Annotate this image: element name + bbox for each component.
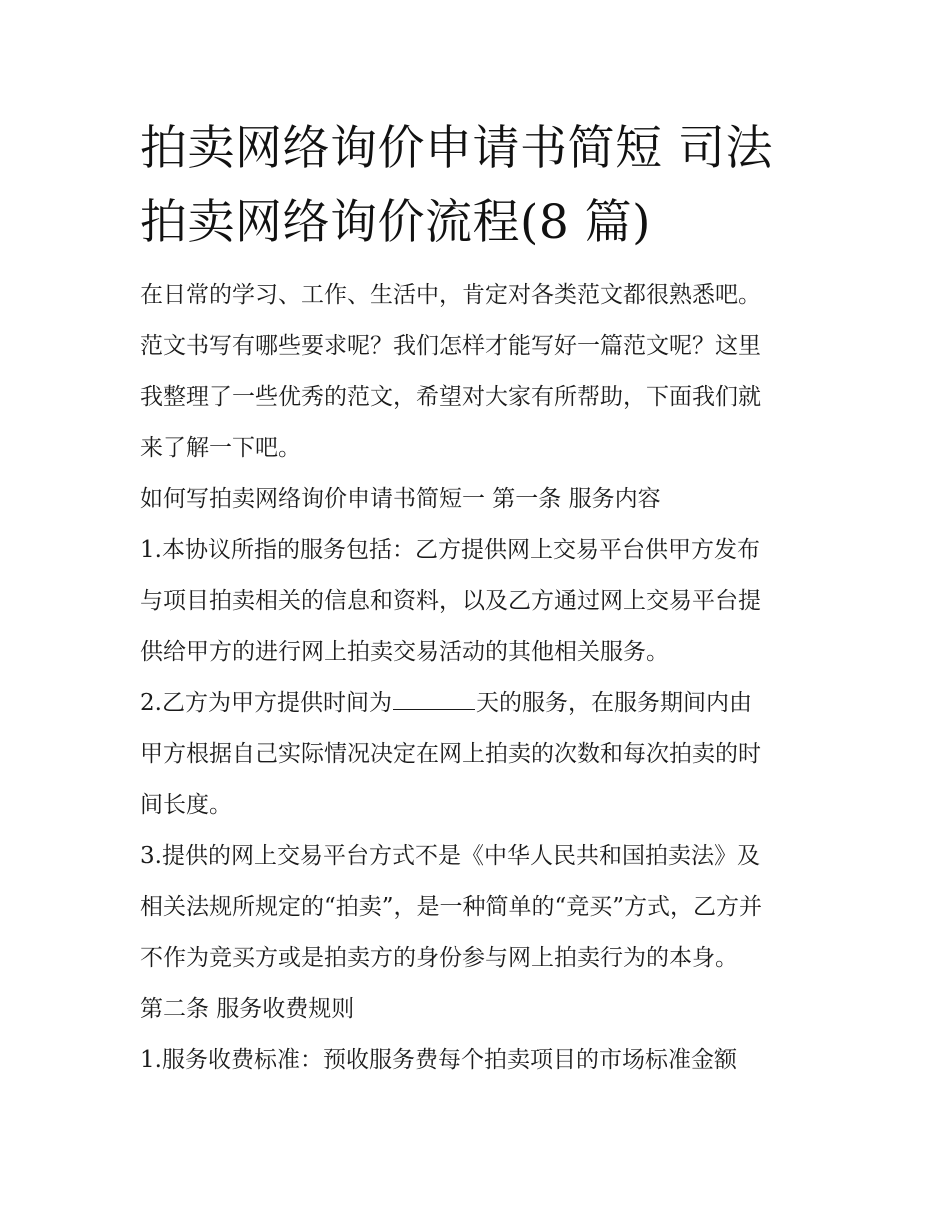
clause-2-text-after-blank: 天的服务，在服务期间内由 bbox=[475, 690, 752, 716]
intro-paragraph bbox=[140, 270, 820, 474]
clause-2-text-before-blank: 2.乙方为甲方提供时间为 bbox=[140, 690, 392, 716]
intro-line: 在日常的学习、工作、生活中，肯定对各类范文都很熟悉吧。 bbox=[140, 282, 761, 308]
clause-1 bbox=[140, 525, 820, 678]
clause-1-line: 与项目拍卖相关的信息和资料，以及乙方通过网上交易平台提 bbox=[140, 588, 761, 614]
title-line: 拍卖网络询价流程(8 篇) bbox=[140, 195, 652, 250]
clause-3-line: 不作为竞买方或是拍卖方的身份参与网上拍卖行为的本身。 bbox=[140, 945, 738, 971]
clause-2-line: 间长度。 bbox=[140, 792, 232, 818]
intro-line: 我整理了一些优秀的范文，希望对大家有所帮助，下面我们就 bbox=[140, 384, 761, 410]
document-content bbox=[140, 112, 820, 1086]
fill-in-blank bbox=[393, 691, 475, 710]
section-heading: 如何写拍卖网络询价申请书简短一 第一条 服务内容 bbox=[140, 486, 661, 512]
document-title bbox=[140, 112, 820, 260]
clause-3-line: 相关法规所规定的“拍卖”，是一种简单的“竞买”方式，乙方并 bbox=[140, 894, 763, 920]
clause-2-line: 甲方根据自己实际情况决定在网上拍卖的次数和每次拍卖的时 bbox=[140, 741, 761, 767]
clause-3-line: 3.提供的网上交易平台方式不是《中华人民共和国拍卖法》及 bbox=[140, 843, 760, 869]
clause-1-line: 供给甲方的进行网上拍卖交易活动的其他相关服务。 bbox=[140, 639, 669, 665]
intro-line: 来了解一下吧。 bbox=[140, 435, 301, 461]
article-2-heading: 第二条 服务收费规则 bbox=[140, 996, 355, 1022]
clause-1-line: 1.本协议所指的服务包括：乙方提供网上交易平台供甲方发布 bbox=[140, 537, 760, 563]
clause-2-first-line bbox=[140, 678, 820, 729]
document-body bbox=[140, 270, 820, 1086]
clause-3 bbox=[140, 831, 820, 984]
clause-2 bbox=[140, 678, 820, 831]
intro-line: 范文书写有哪些要求呢？我们怎样才能写好一篇范文呢？这里 bbox=[140, 333, 761, 359]
article-2-clause-1: 1.服务收费标准：预收服务费每个拍卖项目的市场标准金额 bbox=[140, 1047, 737, 1073]
title-line: 拍卖网络询价申请书简短 司法 bbox=[140, 121, 773, 176]
